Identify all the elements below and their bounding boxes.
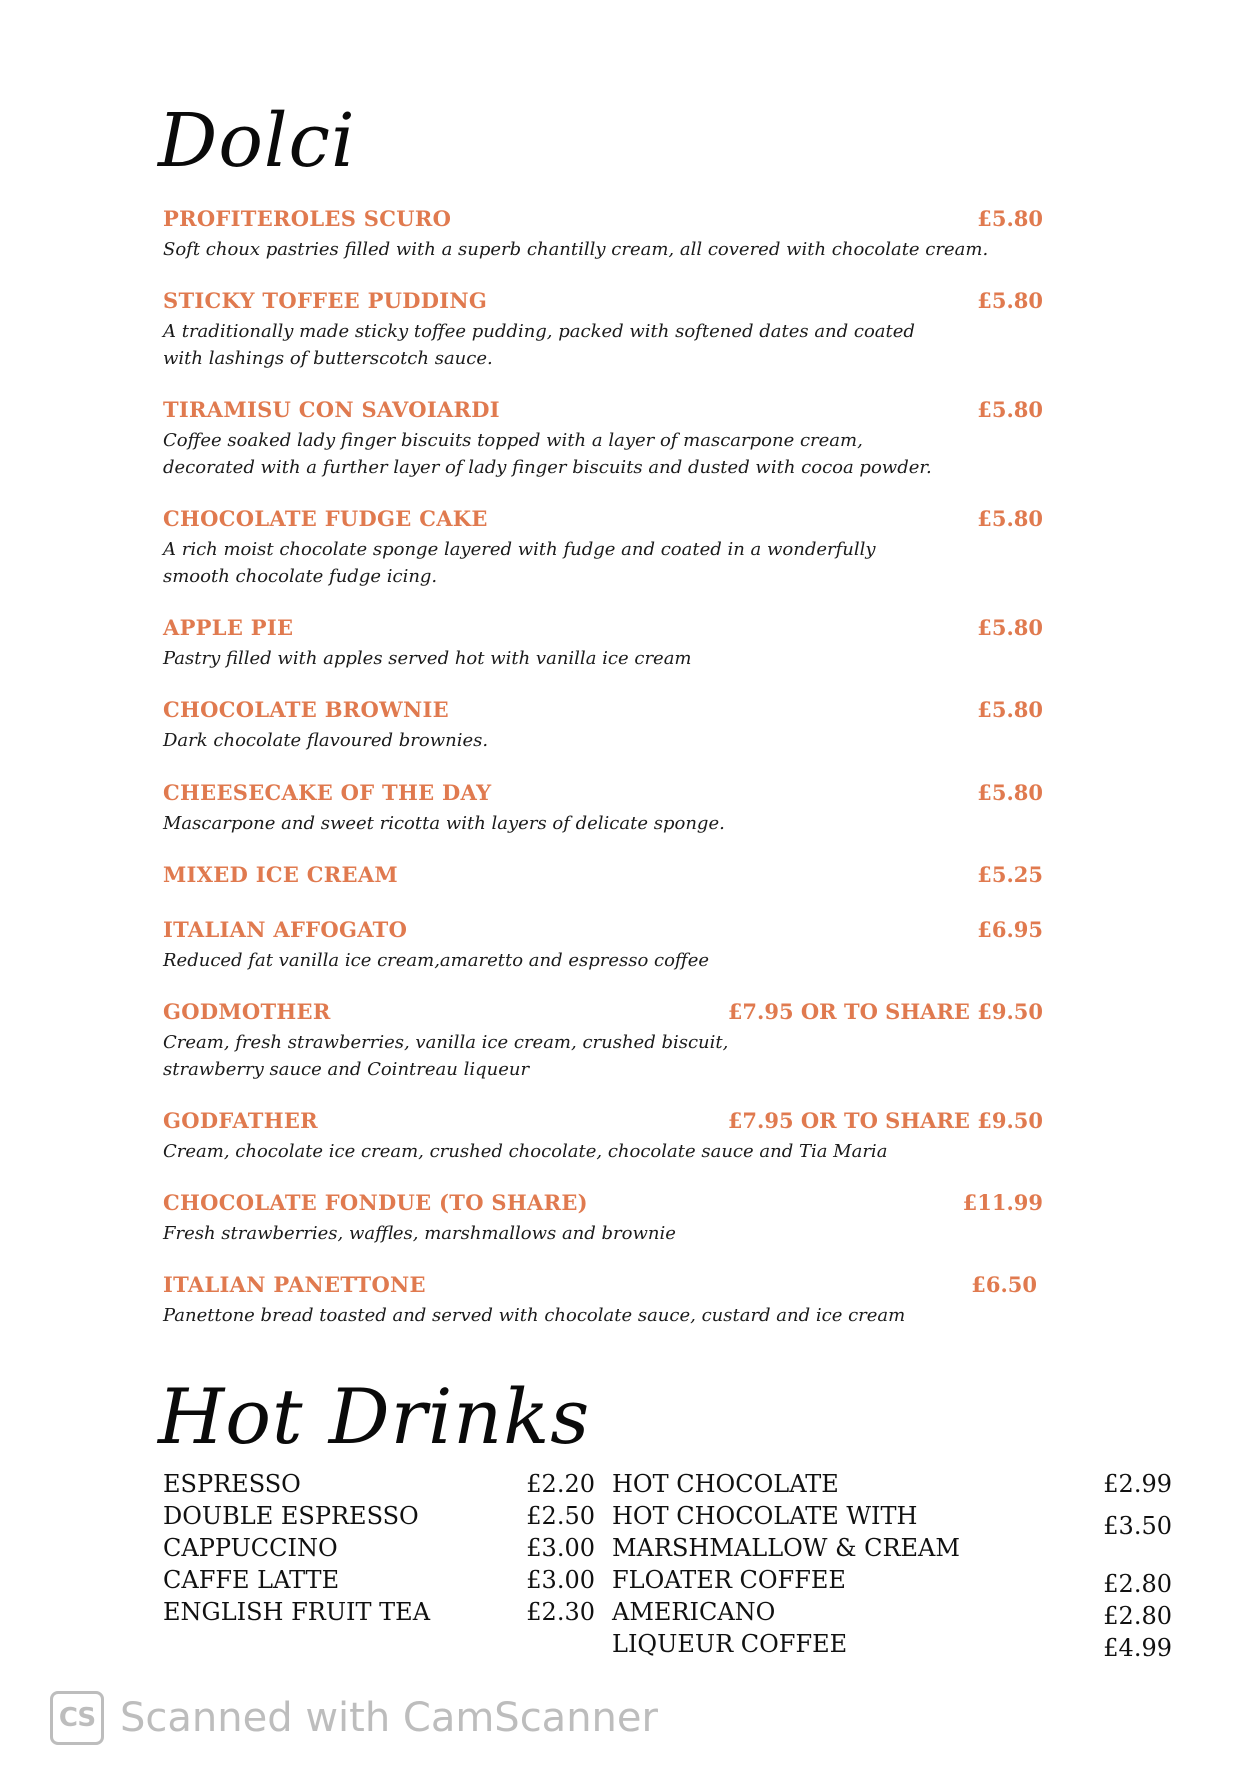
drink-name: HOT CHOCOLATE bbox=[612, 1470, 839, 1498]
menu-item bbox=[163, 1190, 1043, 1247]
watermark-text: Scanned with CamScanner bbox=[120, 1695, 658, 1741]
item-description: decorated with a further layer of lady finger biscuits and dusted with cocoa powder. bbox=[163, 457, 932, 478]
camscanner-watermark bbox=[50, 1690, 658, 1746]
item-name: CHOCOLATE FONDUE (TO SHARE) bbox=[163, 1190, 588, 1215]
drink-price: £2.80 bbox=[1103, 1570, 1172, 1598]
item-price: £7.95 OR TO SHARE £9.50 bbox=[727, 999, 1043, 1024]
drink-name: AMERICANO bbox=[612, 1598, 776, 1626]
drink-price: £2.99 bbox=[1103, 1470, 1172, 1498]
item-description: smooth chocolate fudge icing. bbox=[163, 566, 438, 587]
item-price: £7.95 OR TO SHARE £9.50 bbox=[727, 1108, 1043, 1133]
menu-item bbox=[163, 999, 1043, 1083]
menu-item bbox=[163, 780, 1043, 837]
item-price: £11.99 bbox=[962, 1190, 1043, 1215]
drink-row bbox=[163, 1566, 595, 1598]
item-price: £5.80 bbox=[977, 615, 1043, 640]
drinks-list-left bbox=[163, 1470, 595, 1630]
drink-row bbox=[612, 1566, 1172, 1598]
item-price: £5.80 bbox=[977, 397, 1043, 422]
menu-item bbox=[163, 615, 1043, 672]
menu-item bbox=[163, 862, 1043, 892]
drink-price: £3.00 bbox=[526, 1534, 595, 1562]
item-price: £5.80 bbox=[977, 206, 1043, 231]
item-price: £5.80 bbox=[977, 780, 1043, 805]
drink-price: £4.99 bbox=[1103, 1634, 1172, 1662]
drink-name: FLOATER COFFEE bbox=[612, 1566, 846, 1594]
drink-name: CAPPUCCINO bbox=[163, 1534, 338, 1562]
item-name: MIXED ICE CREAM bbox=[163, 862, 398, 887]
drink-row bbox=[612, 1470, 1172, 1502]
item-description: strawberry sauce and Cointreau liqueur bbox=[163, 1059, 530, 1080]
item-description: with lashings of butterscotch sauce. bbox=[163, 348, 493, 369]
drink-name: CAFFE LATTE bbox=[163, 1566, 340, 1594]
item-name: ITALIAN PANETTONE bbox=[163, 1272, 426, 1297]
drink-row bbox=[612, 1630, 1172, 1662]
item-name: GODMOTHER bbox=[163, 999, 331, 1024]
drink-price: £3.00 bbox=[526, 1566, 595, 1594]
drink-name: ENGLISH FRUIT TEA bbox=[163, 1598, 431, 1626]
menu-item bbox=[163, 1272, 1037, 1329]
item-name: APPLE PIE bbox=[163, 615, 294, 640]
item-description: Cream, fresh strawberries, vanilla ice cream, crushed biscuit, bbox=[163, 1032, 729, 1053]
item-name: GODFATHER bbox=[163, 1108, 318, 1133]
item-description: Soft choux pastries filled with a superb chantilly cream, all covered with chocolate cream. bbox=[163, 239, 989, 260]
menu-item bbox=[163, 506, 1043, 590]
item-description: Coffee soaked lady finger biscuits topped with a layer of mascarpone cream, bbox=[163, 430, 863, 451]
drink-price: £2.50 bbox=[526, 1502, 595, 1530]
drink-row bbox=[612, 1502, 1172, 1540]
item-name: TIRAMISU CON SAVOIARDI bbox=[163, 397, 500, 422]
item-name: PROFITEROLES SCURO bbox=[163, 206, 452, 231]
drink-row bbox=[612, 1598, 1172, 1630]
item-price: £5.25 bbox=[977, 862, 1043, 887]
drink-name: DOUBLE ESPRESSO bbox=[163, 1502, 419, 1530]
drink-row bbox=[163, 1502, 595, 1534]
drinks-list-right bbox=[612, 1470, 1172, 1662]
item-name: CHOCOLATE FUDGE CAKE bbox=[163, 506, 488, 531]
item-description: Panettone bread toasted and served with chocolate sauce, custard and ice cream bbox=[163, 1305, 906, 1326]
drink-name: MARSHMALLOW & CREAM bbox=[612, 1534, 960, 1562]
drink-price: £2.20 bbox=[526, 1470, 595, 1498]
item-description: A rich moist chocolate sponge layered with fudge and coated in a wonderfully bbox=[163, 539, 876, 560]
drink-row bbox=[163, 1534, 595, 1566]
item-description: A traditionally made sticky toffee pudding, packed with softened dates and coated bbox=[163, 321, 915, 342]
item-description: Fresh strawberries, waffles, marshmallows and brownie bbox=[163, 1223, 676, 1244]
item-price: £5.80 bbox=[977, 506, 1043, 531]
drink-price: £2.80 bbox=[1103, 1602, 1172, 1630]
drink-name: HOT CHOCOLATE WITH bbox=[612, 1502, 918, 1530]
drink-name: ESPRESSO bbox=[163, 1470, 301, 1498]
item-price: £5.80 bbox=[977, 288, 1043, 313]
hot-drinks-title: Hot Drinks bbox=[158, 1372, 591, 1461]
item-price: £6.95 bbox=[977, 917, 1043, 942]
menu-item bbox=[163, 697, 1043, 754]
menu-item bbox=[163, 397, 1043, 481]
item-description: Mascarpone and sweet ricotta with layers of delicate sponge. bbox=[163, 813, 725, 834]
item-name: ITALIAN AFFOGATO bbox=[163, 917, 408, 942]
item-description: Dark chocolate flavoured brownies. bbox=[163, 730, 489, 751]
drink-row bbox=[163, 1598, 595, 1630]
dolci-title: Dolci bbox=[158, 98, 356, 184]
item-name: CHOCOLATE BROWNIE bbox=[163, 697, 449, 722]
camscanner-logo-icon: CS bbox=[50, 1691, 104, 1745]
menu-item bbox=[163, 206, 1043, 263]
item-description: Pastry filled with apples served hot with vanilla ice cream bbox=[163, 648, 692, 669]
drink-row bbox=[163, 1470, 595, 1502]
drink-row bbox=[612, 1534, 1172, 1566]
item-name: CHEESECAKE OF THE DAY bbox=[163, 780, 492, 805]
item-price: £6.50 bbox=[971, 1272, 1037, 1297]
item-price: £5.80 bbox=[977, 697, 1043, 722]
item-description: Reduced fat vanilla ice cream,amaretto and espresso coffee bbox=[163, 950, 709, 971]
menu-item bbox=[163, 1108, 1043, 1165]
drink-price: £2.30 bbox=[526, 1598, 595, 1626]
item-description: Cream, chocolate ice cream, crushed chocolate, chocolate sauce and Tia Maria bbox=[163, 1141, 888, 1162]
drink-price: £3.50 bbox=[1103, 1512, 1172, 1540]
item-name: STICKY TOFFEE PUDDING bbox=[163, 288, 488, 313]
menu-item bbox=[163, 288, 1043, 372]
menu-item bbox=[163, 917, 1043, 974]
drink-name: LIQUEUR COFFEE bbox=[612, 1630, 848, 1658]
